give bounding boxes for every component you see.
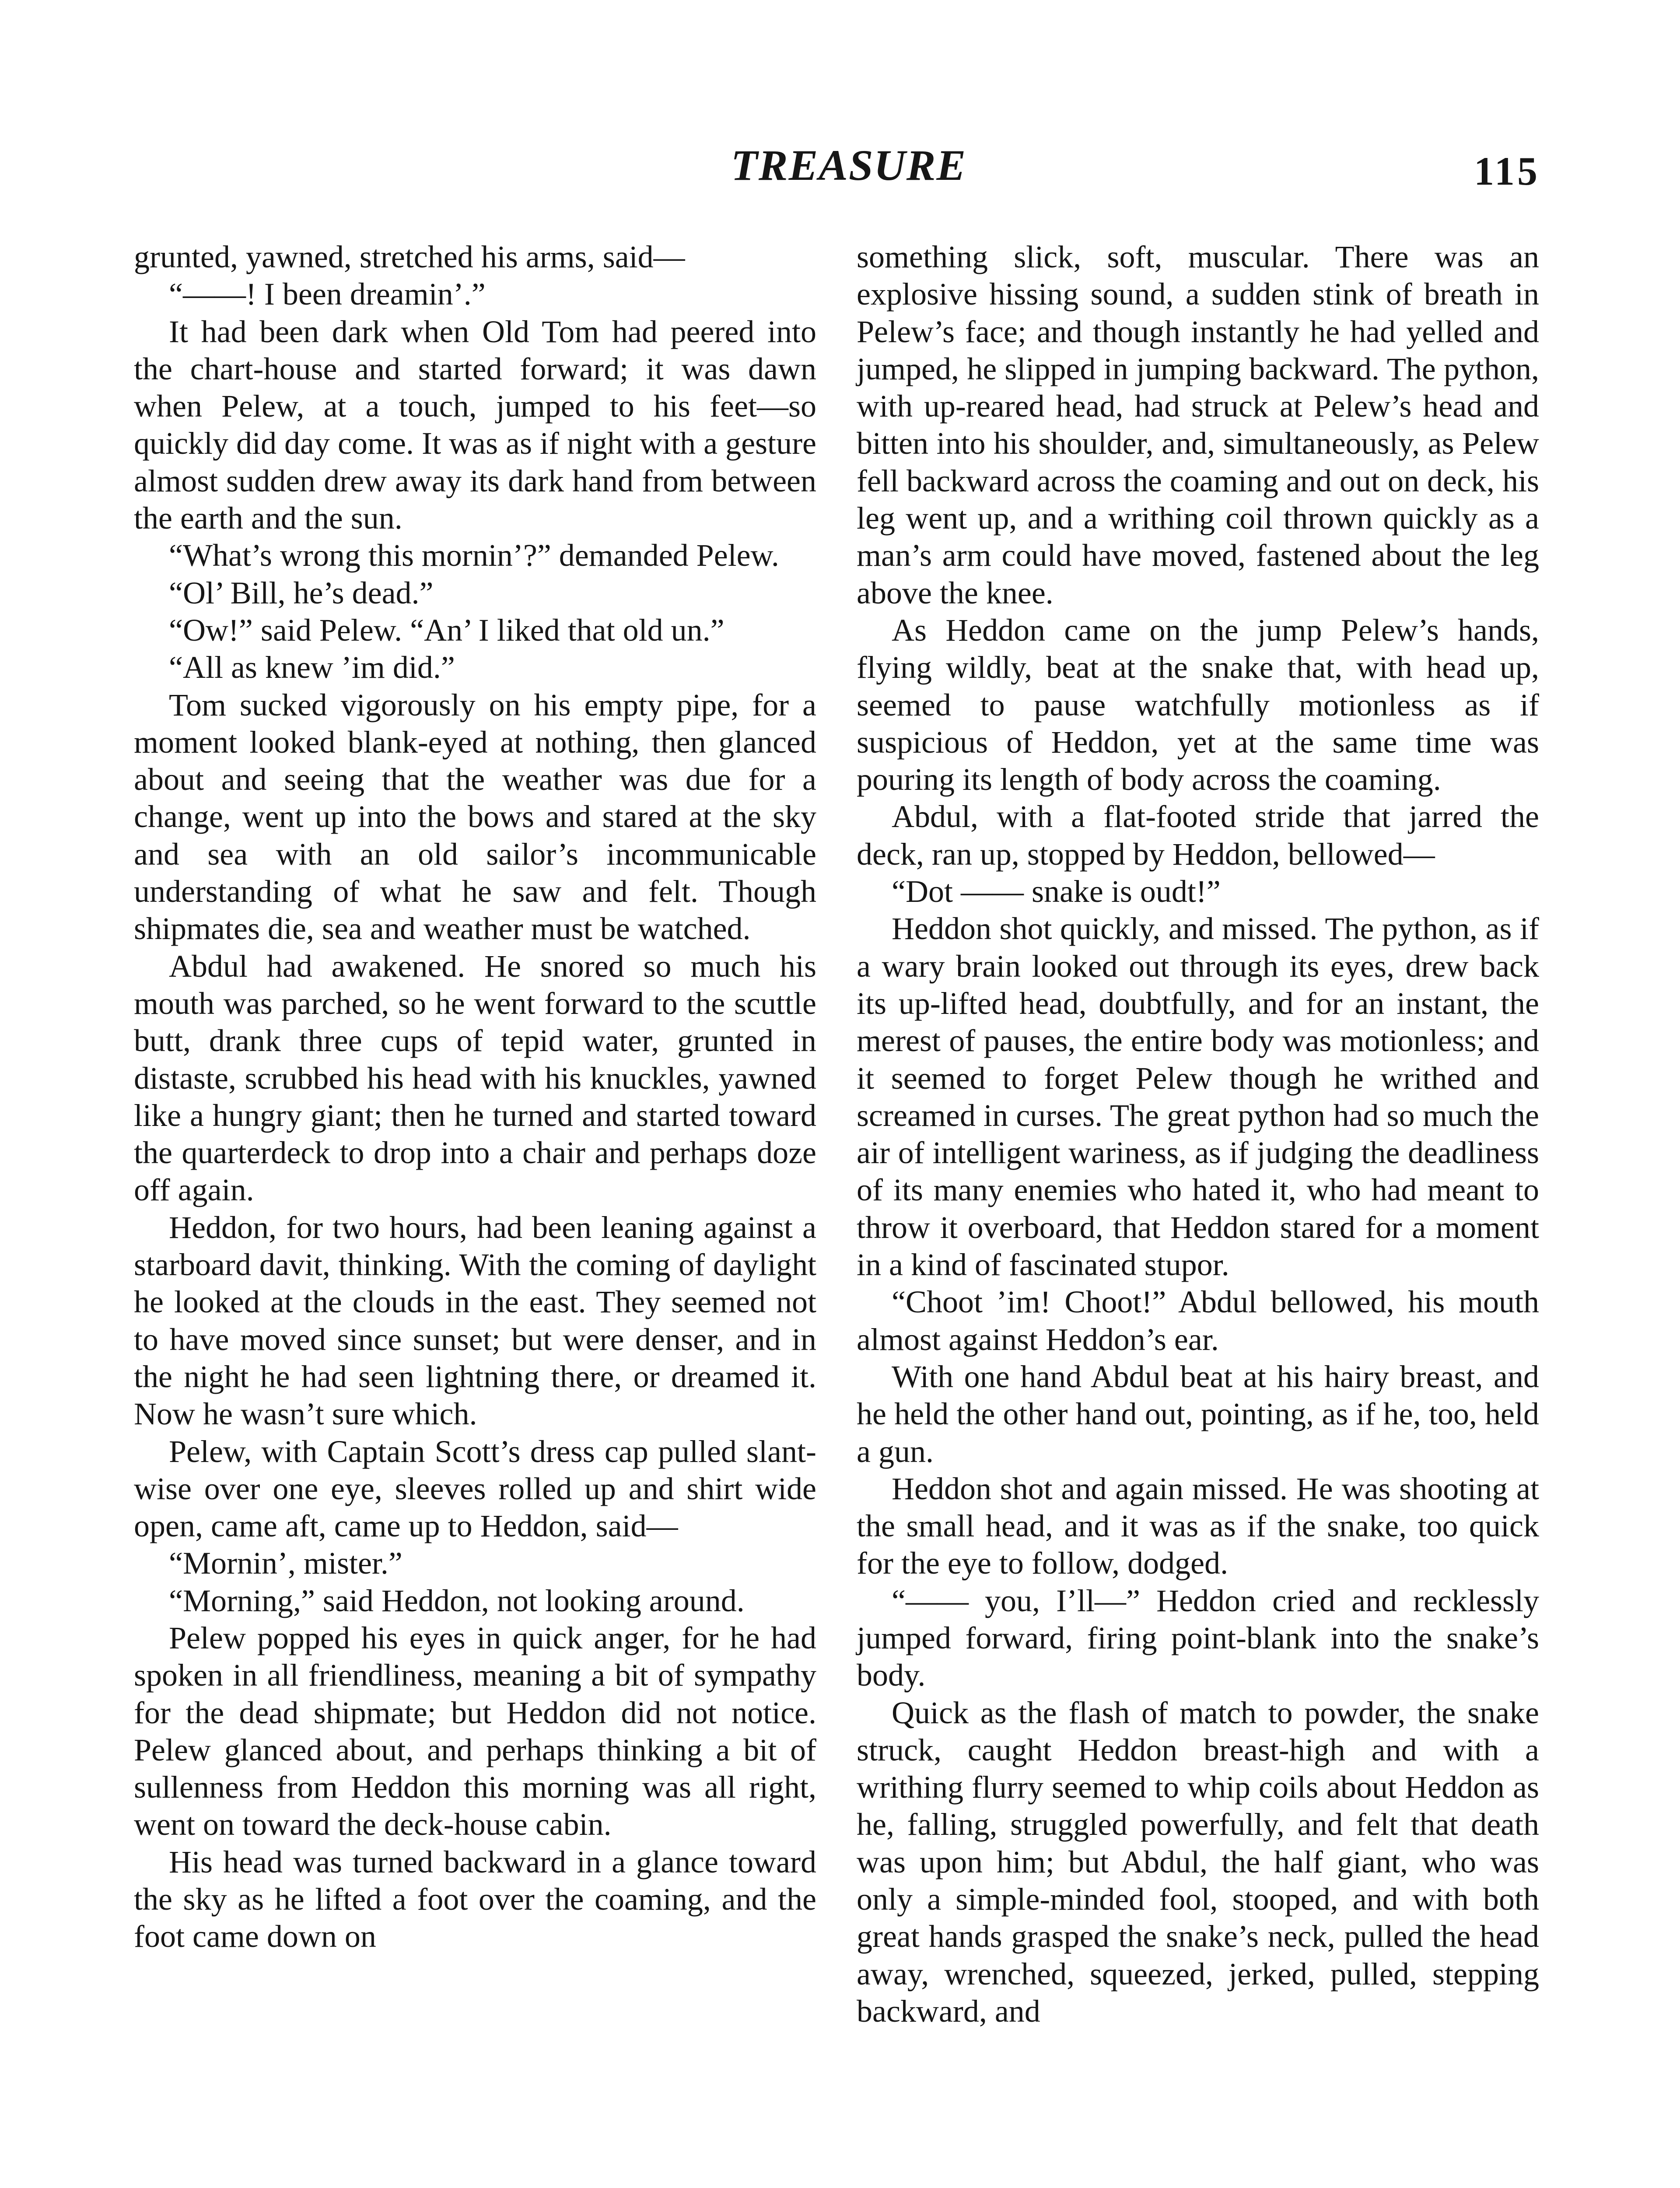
running-title: TREASURE bbox=[731, 141, 967, 189]
paragraph: “Ol’ Bill, he’s dead.” bbox=[169, 575, 434, 610]
paragraph: Heddon shot quickly, and missed. The python, as if a wary brain looked out through its eyes, drew back its up-lifted head, doubtfully, and for an instant, the merest of pauses, the entire body was motionless; and it seemed to forget Pelew though he writhed and screamed in curses. The great python had so much the air of intelligent wariness, as if judging the deadliness of its many enemies who hated it, who had meant to throw it overboard, that Heddon stared for a moment in a kind of fascinated stupor. bbox=[857, 911, 1539, 1283]
paragraph: “Morning,” said Heddon, not looking around. bbox=[169, 1583, 745, 1618]
paragraph: With one hand Abdul beat at his hairy breast, and he held the other hand out, pointing, as if he, too, held a gun. bbox=[857, 1359, 1539, 1469]
paragraph: something slick, soft, muscular. There was an explosive hissing sound, a sudden stink of breath in Pelew’s face; and though instantly he had yelled and jumped, he slipped in jumping backward. The python, with up-reared head, had struck at Pelew’s head and bitten into his shoulder, and, simultaneously, as Pelew fell backward across the coaming and out on deck, his leg went up, and a writhing coil thrown quickly as a man’s arm could have moved, fastened about the leg above the knee. bbox=[857, 239, 1539, 610]
paragraph: “—— you, I’ll—” Heddon cried and recklessly jumped forward, firing point-blank into the snake’s body. bbox=[857, 1583, 1539, 1693]
paragraph: “Choot ’im! Choot!” Abdul bellowed, his mouth almost against Heddon’s ear. bbox=[857, 1284, 1539, 1357]
right-column bbox=[857, 238, 1539, 2030]
paragraph: Abdul had awakened. He snored so much his mouth was parched, so he went forward to the scuttle butt, drank three cups of tepid water, grunted in distaste, scrubbed his head with his knuckles, yawned like a hungry giant; then he turned and started toward the quarterdeck to drop into a chair and perhaps doze off again. bbox=[134, 948, 816, 1208]
paragraph: “Mornin’, mister.” bbox=[169, 1546, 402, 1581]
paragraph: Pelew popped his eyes in quick anger, for he had spoken in all friendliness, meaning a bit of sympathy for the dead shipmate; but Heddon did not notice. Pelew glanced about, and perhaps thinking a bit of sullenness from Heddon this morning was all right, went on toward the deck-house cabin. bbox=[134, 1620, 816, 1842]
paragraph: Heddon shot and again missed. He was shooting at the small head, and it was as if the snake, too quick for the eye to follow, dodged. bbox=[857, 1471, 1539, 1581]
paragraph: “Dot —— snake is oudt!” bbox=[892, 874, 1221, 909]
paragraph: Abdul, with a flat-footed stride that jarred the deck, ran up, stopped by Heddon, bellowed— bbox=[857, 799, 1539, 872]
paragraph: Heddon, for two hours, had been leaning against a starboard davit, thinking. With the coming of daylight he looked at the clouds in the east. They seemed not to have moved since sunset; but were denser, and in the night he had seen lightning there, or dreamed it. Now he wasn’t sure which. bbox=[134, 1210, 816, 1432]
paragraph: Quick as the flash of match to powder, the snake struck, caught Heddon breast-high and with a writhing flurry seemed to whip coils about Heddon as he, falling, struggled powerfully, and felt that death was upon him; but Abdul, the half giant, who was only a simple-minded fool, stooped, and with both great hands grasped the snake’s neck, pulled the head away, wrenched, squeezed, jerked, pulled, stepping backward, and bbox=[857, 1695, 1539, 2029]
paragraph: “Ow!” said Pelew. “An’ I liked that old un.” bbox=[169, 612, 724, 648]
paragraph: Tom sucked vigorously on his empty pipe, for a moment looked blank-eyed at nothing, then glanced about and seeing that the weather was due for a change, went up into the bows and stared at the sky and sea with an old sailor’s incommunicable understanding of what he saw and felt. Though shipmates die, sea and weather must be watched. bbox=[134, 687, 816, 947]
page-number: 115 bbox=[1474, 149, 1540, 193]
paragraph: Pelew, with Captain Scott’s dress cap pulled slant-wise over one eye, sleeves rolled up and shirt wide open, came aft, came up to Heddon, said— bbox=[134, 1434, 816, 1544]
paragraph: His head was turned backward in a glance toward the sky as he lifted a foot over the coaming, and the foot came down on bbox=[134, 1844, 816, 1954]
paragraph: “All as knew ’im did.” bbox=[169, 650, 455, 685]
paragraph: It had been dark when Old Tom had peered into the chart-house and started forward; it was dawn when Pelew, at a touch, jumped to his feet—so quickly did day come. It was as if night with a gesture almost sudden drew away its dark hand from between the earth and the sun. bbox=[134, 314, 816, 536]
paragraph: grunted, yawned, stretched his arms, said— bbox=[134, 239, 685, 274]
left-column bbox=[134, 238, 816, 1956]
paragraph: “——! I been dreamin’.” bbox=[169, 277, 486, 312]
paragraph: As Heddon came on the jump Pelew’s hands, flying wildly, beat at the snake that, with head up, seemed to pause watchfully motionless as if suspicious of Heddon, yet at the same time was pouring its length of body across the coaming. bbox=[857, 612, 1539, 797]
paragraph: “What’s wrong this mornin’?” demanded Pelew. bbox=[169, 538, 779, 573]
